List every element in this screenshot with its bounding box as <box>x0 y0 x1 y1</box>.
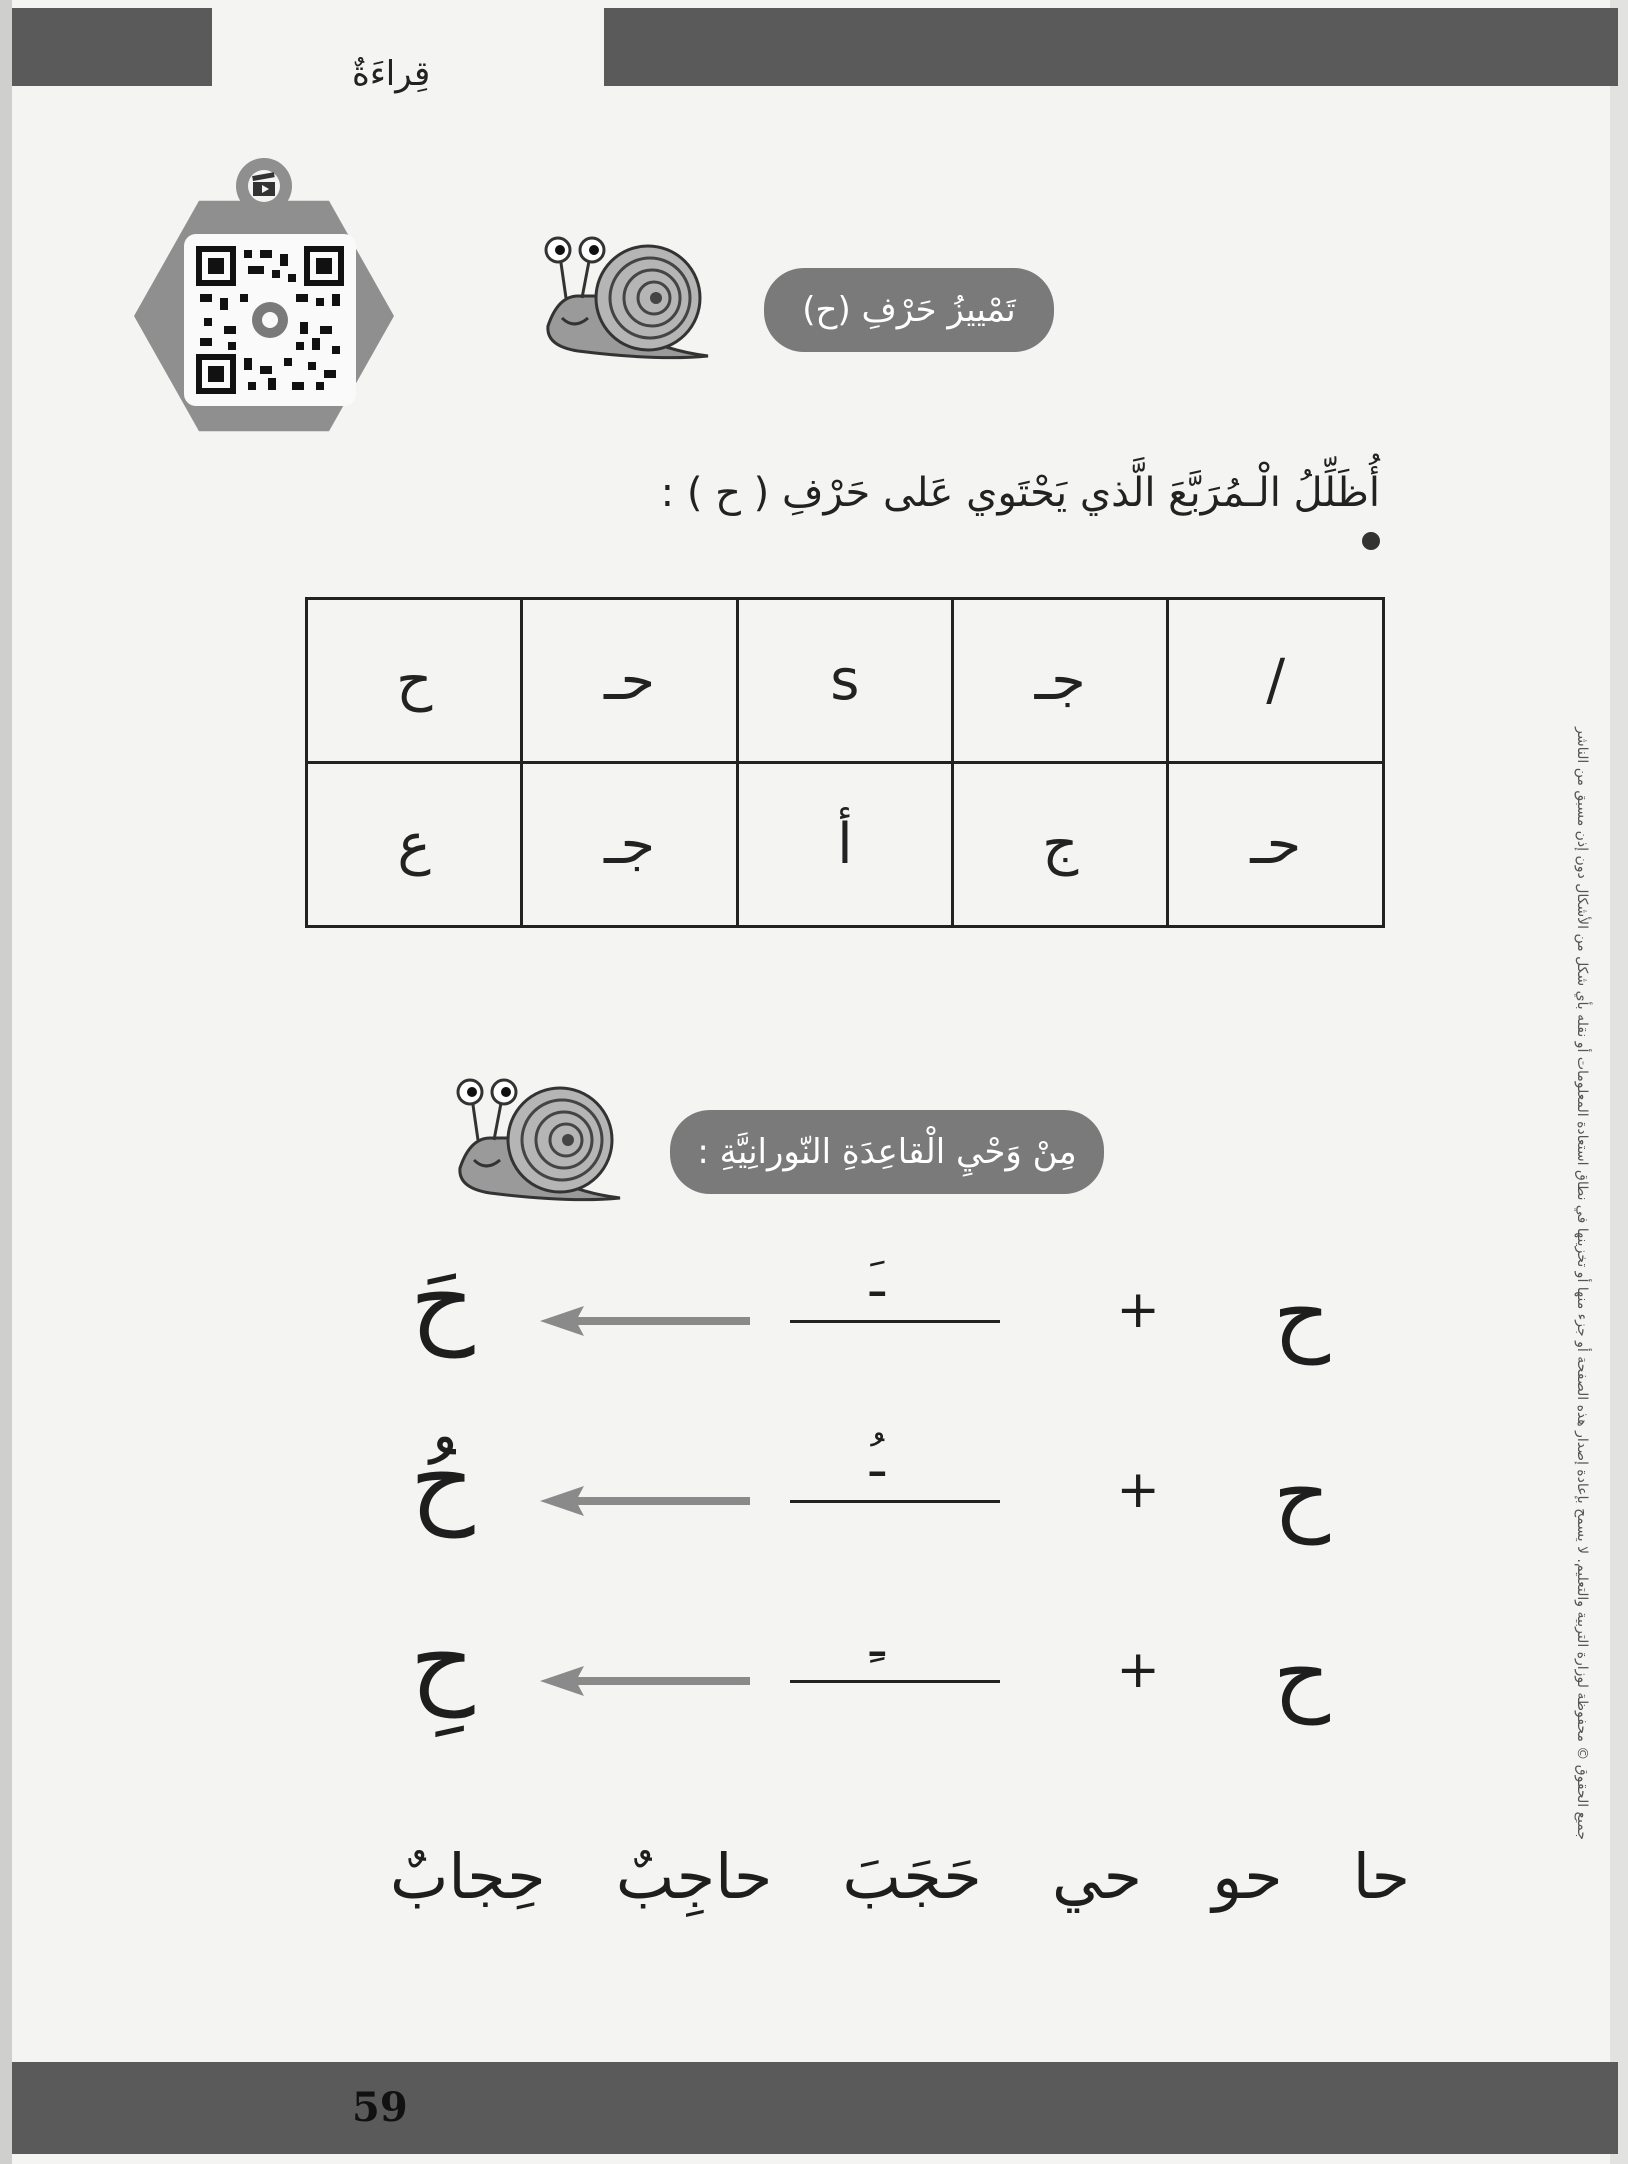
answer-line[interactable] <box>790 1680 1000 1683</box>
header-band-right <box>604 8 1618 86</box>
grid-row <box>307 763 1384 927</box>
instruction-text: أُظَلِّلُ الْـمُرَبَّعَ الَّذي يَحْتَوي عَلى حَرْفِ ( ح ) : <box>660 470 1380 516</box>
header-band-left <box>12 8 212 86</box>
arrow-left-icon <box>540 1306 750 1336</box>
instruction <box>640 470 1380 562</box>
snail-icon <box>450 1068 630 1212</box>
grid-cell[interactable]: جـ <box>952 599 1168 763</box>
grid-cell[interactable]: s <box>737 599 952 763</box>
page-edge <box>0 0 12 2164</box>
base-letter: ح <box>1273 1262 1330 1365</box>
grid-cell[interactable]: ع <box>307 763 522 927</box>
base-letter: ح <box>1273 1622 1330 1725</box>
result-letter: حِ <box>410 1601 475 1718</box>
grid-row <box>307 599 1384 763</box>
arrow-left-icon <box>540 1486 750 1516</box>
diacritic-mark: ـَ <box>870 1250 885 1308</box>
page-number: 59 <box>352 2084 408 2131</box>
word: حا <box>1352 1840 1410 1913</box>
word: حو <box>1212 1840 1283 1913</box>
grid-cell[interactable]: أ <box>737 763 952 927</box>
grid-cell[interactable]: جـ <box>522 763 738 927</box>
word: حي <box>1051 1840 1142 1913</box>
grid-cell[interactable]: ح <box>307 599 522 763</box>
compose-row <box>380 1420 1360 1570</box>
copyright-notice: جميع الحقوق © محفوظة لوزارة التربية والتعليم. لا يسمح بإعادة إصدار هذه الصفحة أو جزء منها أو تخزينها في نطاق استعادة المعلومات أو نقله بأي شكل من الأشكال دون إذن مسبق من الناشر <box>1574 727 1590 1840</box>
grid-cell[interactable]: / <box>1168 599 1384 763</box>
result-letter: حَ <box>410 1241 475 1358</box>
diacritic-mark: ـُ <box>870 1430 885 1488</box>
practice-words <box>390 1840 1410 1913</box>
letter-grid <box>305 597 1385 928</box>
snail-icon <box>538 226 718 370</box>
grid-cell[interactable]: حـ <box>522 599 738 763</box>
qr-code-pattern <box>196 246 344 394</box>
plus-sign: + <box>1116 1640 1160 1700</box>
compose-row <box>380 1240 1360 1390</box>
qr-code[interactable] <box>184 234 356 406</box>
answer-line[interactable] <box>790 1320 1000 1323</box>
grid-cell[interactable]: حـ <box>1168 763 1384 927</box>
answer-line[interactable] <box>790 1500 1000 1503</box>
section-badge-letter: تَمْييزُ حَرْفِ (ح) <box>764 268 1054 352</box>
bullet-icon <box>1362 532 1380 550</box>
plus-sign: + <box>1116 1280 1160 1340</box>
section-title: قِراءَةٌ <box>352 54 431 94</box>
result-letter: حُ <box>410 1421 475 1538</box>
plus-sign: + <box>1116 1460 1160 1520</box>
clapperboard-icon <box>248 170 280 202</box>
base-letter: ح <box>1273 1442 1330 1545</box>
word: حَجَبَ <box>842 1840 982 1913</box>
compose-row <box>380 1600 1360 1750</box>
word: حاجِبٌ <box>615 1840 773 1913</box>
footer-band <box>12 2062 1618 2154</box>
page-gutter <box>1610 0 1628 2164</box>
word: حِجابٌ <box>390 1840 546 1913</box>
arrow-left-icon <box>540 1666 750 1696</box>
diacritic-mark: ـِ <box>870 1610 885 1668</box>
grid-cell[interactable]: ج <box>952 763 1168 927</box>
section-badge-rule: مِنْ وَحْيِ الْقاعِدَةِ النّورانِيَّةِ : <box>670 1110 1104 1194</box>
